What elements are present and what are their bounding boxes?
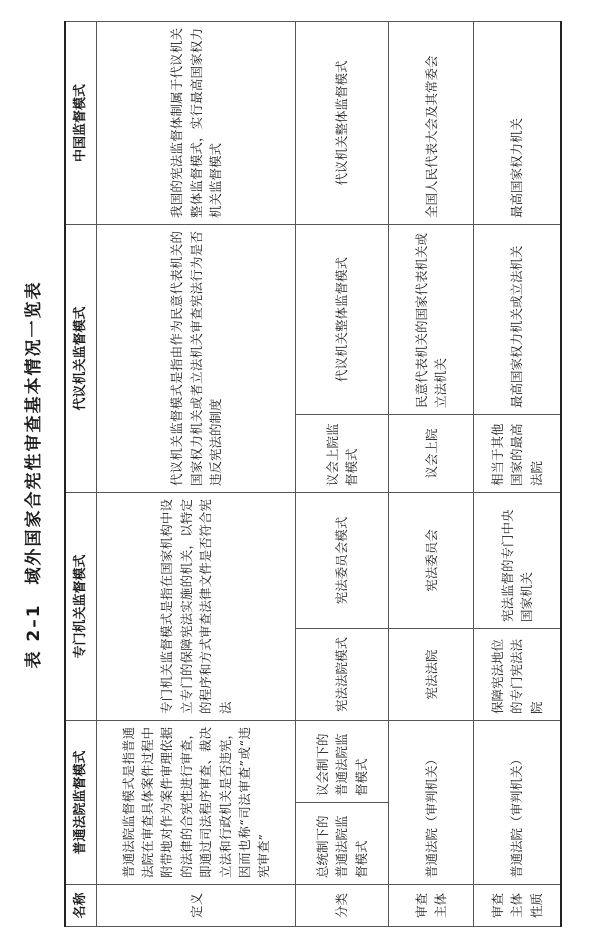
cell-subject-upper-house: 议会上院: [389, 414, 474, 492]
cell-definition-court: 普通法院监督模式是指普通法院在审查具体案件过程中附带地对作为案件审理依据的法律的合宪性进行审查，即通过司法程序审查、裁决立法和行政机关是否违宪，因而也称“司法审查”或“违宪审查”: [97, 720, 296, 884]
header-special-mode: 专门机关监督模式: [65, 492, 97, 720]
row-label-definition: 定义: [97, 885, 296, 927]
cell-definition-china: 我国的宪法监督体制属于代议机关整体监督模式，实行最高国家权力机关监督模式: [97, 21, 296, 224]
row-label-subject: 审查主体: [389, 885, 474, 927]
header-row: [65, 21, 97, 926]
row-definition: [97, 21, 296, 926]
cell-category-court-parliamentary: 议会制下的普通法院监督模式: [296, 720, 389, 802]
header-china-mode: 中国监督模式: [65, 21, 97, 224]
cell-subject-legislative: 民意代表机关的国家代表机关或立法机关: [389, 224, 474, 414]
cell-subject-china: 全国人民代表大会及其常委会: [389, 21, 474, 224]
cell-subject-court: 普通法院（审判机关）: [389, 720, 474, 884]
row-nature: [474, 21, 561, 926]
cell-definition-legislative: 代议机关监督模式是指由作为民意代表机关的国家权力机关或者立法机关审查宪法行为是否违反宪法的制度: [97, 224, 296, 492]
cell-nature-china: 最高国家权力机关: [474, 21, 561, 224]
cell-category-constitutional-council: 宪法委员会模式: [296, 492, 389, 628]
row-label-category: 分类: [296, 885, 389, 927]
cell-nature-upper-house: 相当于其他国家的最高法院: [474, 414, 561, 492]
cell-nature-court: 普通法院（审判机关）: [474, 720, 561, 884]
header-legislative-mode: 代议机关监督模式: [65, 224, 97, 492]
row-category: [296, 21, 389, 926]
cell-nature-constitutional-council: 宪法监督的专门中央国家机关: [474, 492, 561, 628]
comparison-table: [64, 21, 562, 927]
cell-nature-legislative: 最高国家权力机关或立法机关: [474, 224, 561, 414]
cell-category-constitutional-court: 宪法法院模式: [296, 628, 389, 720]
cell-definition-special: 专门机关监督模式是指在国家机构中设立专门的保障宪法实施的机关，以特定的程序和方式审查法律文件是否符合宪法: [97, 492, 296, 720]
row-subject: [389, 21, 474, 926]
cell-category-upper-house: 议会上院监督模式: [296, 414, 389, 492]
header-court-mode: 普通法院监督模式: [65, 720, 97, 884]
cell-subject-constitutional-council: 宪法委员会: [389, 492, 474, 628]
cell-nature-constitutional-court: 保障宪法地位的专门宪法法院: [474, 628, 561, 720]
row-label-nature: 审查主体性质: [474, 885, 561, 927]
table-caption: 表 2–1 域外国家合宪性审查基本情况一览表: [23, 280, 44, 669]
cell-category-china: 代议机关整体监督模式: [296, 21, 389, 224]
cell-category-legislative-whole: 代议机关整体监督模式: [296, 224, 389, 414]
cell-category-court-presidential: 总统制下的普通法院监督模式: [296, 803, 389, 885]
cell-subject-constitutional-court: 宪法法院: [389, 628, 474, 720]
header-name: 名称: [65, 885, 97, 927]
